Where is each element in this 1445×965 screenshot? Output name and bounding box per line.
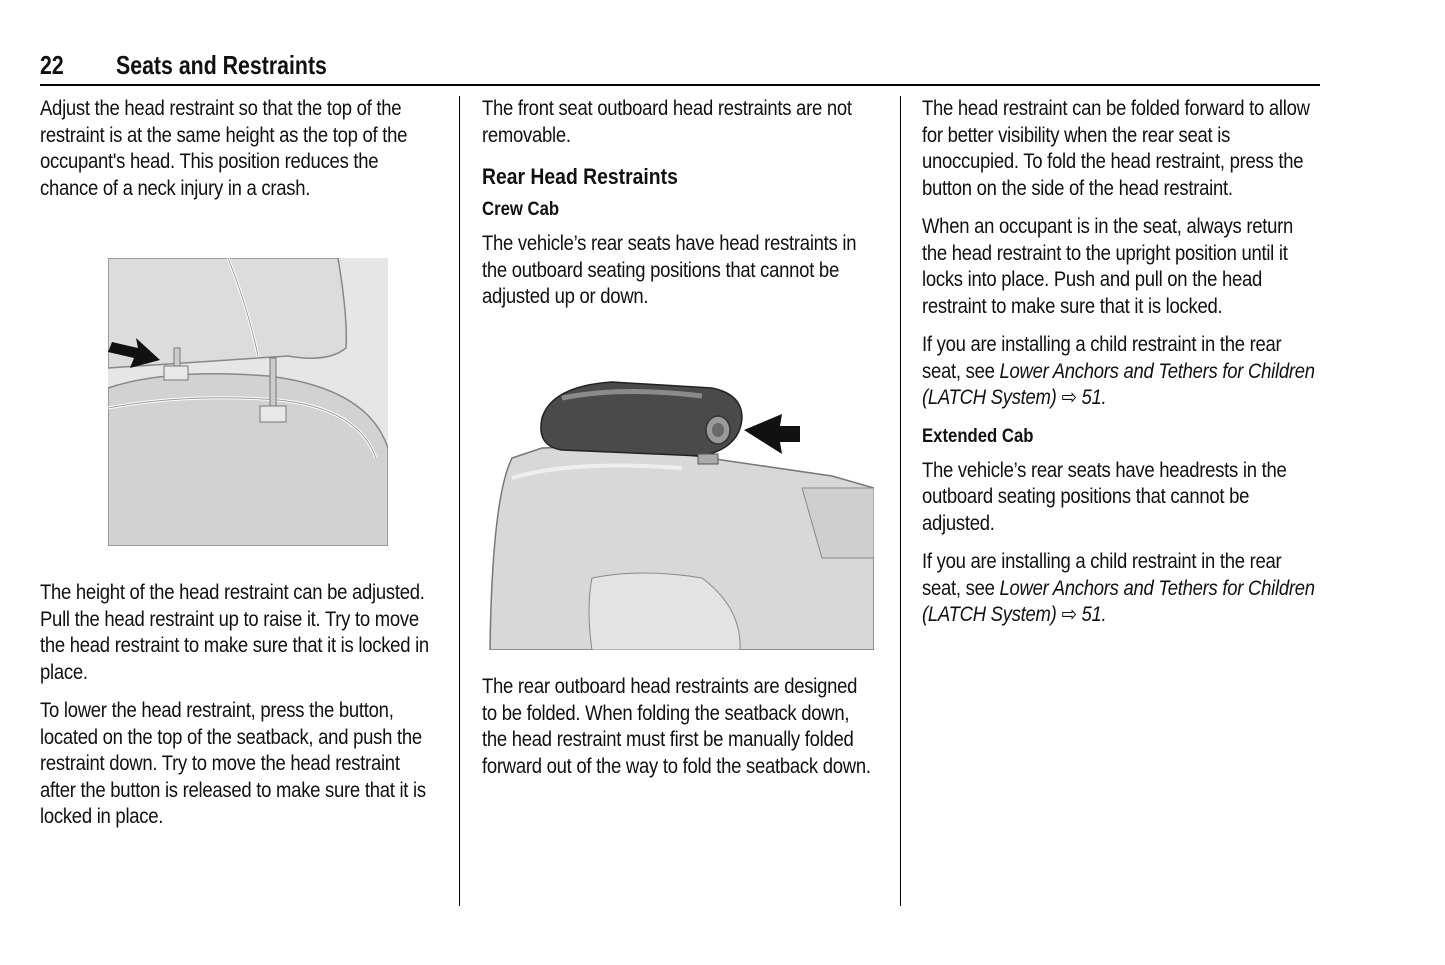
page-header [40, 48, 1320, 86]
column-middle-lower [482, 674, 877, 792]
column-left [40, 96, 435, 214]
cross-reference-link[interactable]: Lower Anchors and Tethers for Children (LATCH System) [922, 359, 1315, 409]
page-reference[interactable]: ⇨ 51. [1056, 386, 1107, 409]
column-right [922, 96, 1322, 641]
cross-reference-link[interactable]: Lower Anchors and Tethers for Children (LATCH System) [922, 576, 1315, 626]
rear-head-restraint-illustration [482, 378, 874, 650]
paragraph: To lower the head restraint, press the button, located on the top of the seatback, and push the restraint down. Try to move the head restraint after the button is released to make sure that it is locked in place. [40, 699, 426, 828]
paragraph-text: If you are installing a child restraint in the rear seat, see [922, 550, 1282, 600]
column-divider [459, 96, 460, 906]
paragraph: The rear outboard head restraints are designed to be folded. When folding the seatback down, the head restraint must first be manually folded forward out of the way to fold the seatback down. [482, 675, 871, 778]
paragraph: Adjust the head restraint so that the top of the restraint is at the same height as the top of the occupant's head. This position reduces the chance of a neck injury in a crash. [40, 97, 408, 200]
page-reference[interactable]: ⇨ 51. [1056, 603, 1107, 626]
paragraph-text: If you are installing a child restraint in the rear seat, see [922, 333, 1282, 383]
column-left-lower [40, 580, 435, 843]
head-restraint-adjust-illustration [108, 258, 388, 546]
paragraph: The height of the head restraint can be adjusted. Pull the head restraint up to raise it. Try to move the head restraint to make sure that it is locked in place. [40, 581, 429, 684]
paragraph-with-reference [922, 549, 1320, 629]
page-number: 22 [40, 50, 64, 80]
paragraph: The vehicle’s rear seats have head restraints in the outboard seating positions that cannot be adjusted up or down. [482, 232, 857, 308]
section-title: Seats and Restraints [116, 50, 327, 80]
paragraph: The head restraint can be folded forward to allow for better visibility when the rear seat is unoccupied. To fold the head restraint, press the button on the side of the head restraint. [922, 97, 1310, 200]
subheading: Crew Cab [482, 199, 560, 220]
paragraph: When an occupant is in the seat, always return the head restraint to the upright position until it locks into place. Push and pull on the head restraint to make sure that it is locked. [922, 215, 1294, 318]
subheading: Extended Cab [922, 425, 1034, 447]
paragraph: The front seat outboard head restraints are not removable. [482, 97, 852, 147]
column-middle [482, 96, 877, 323]
paragraph: The vehicle’s rear seats have headrests in the outboard seating positions that cannot be adjusted. [922, 458, 1287, 535]
column-divider [900, 96, 901, 906]
section-heading: Rear Head Restraints [482, 164, 678, 189]
paragraph-with-reference [922, 332, 1320, 412]
